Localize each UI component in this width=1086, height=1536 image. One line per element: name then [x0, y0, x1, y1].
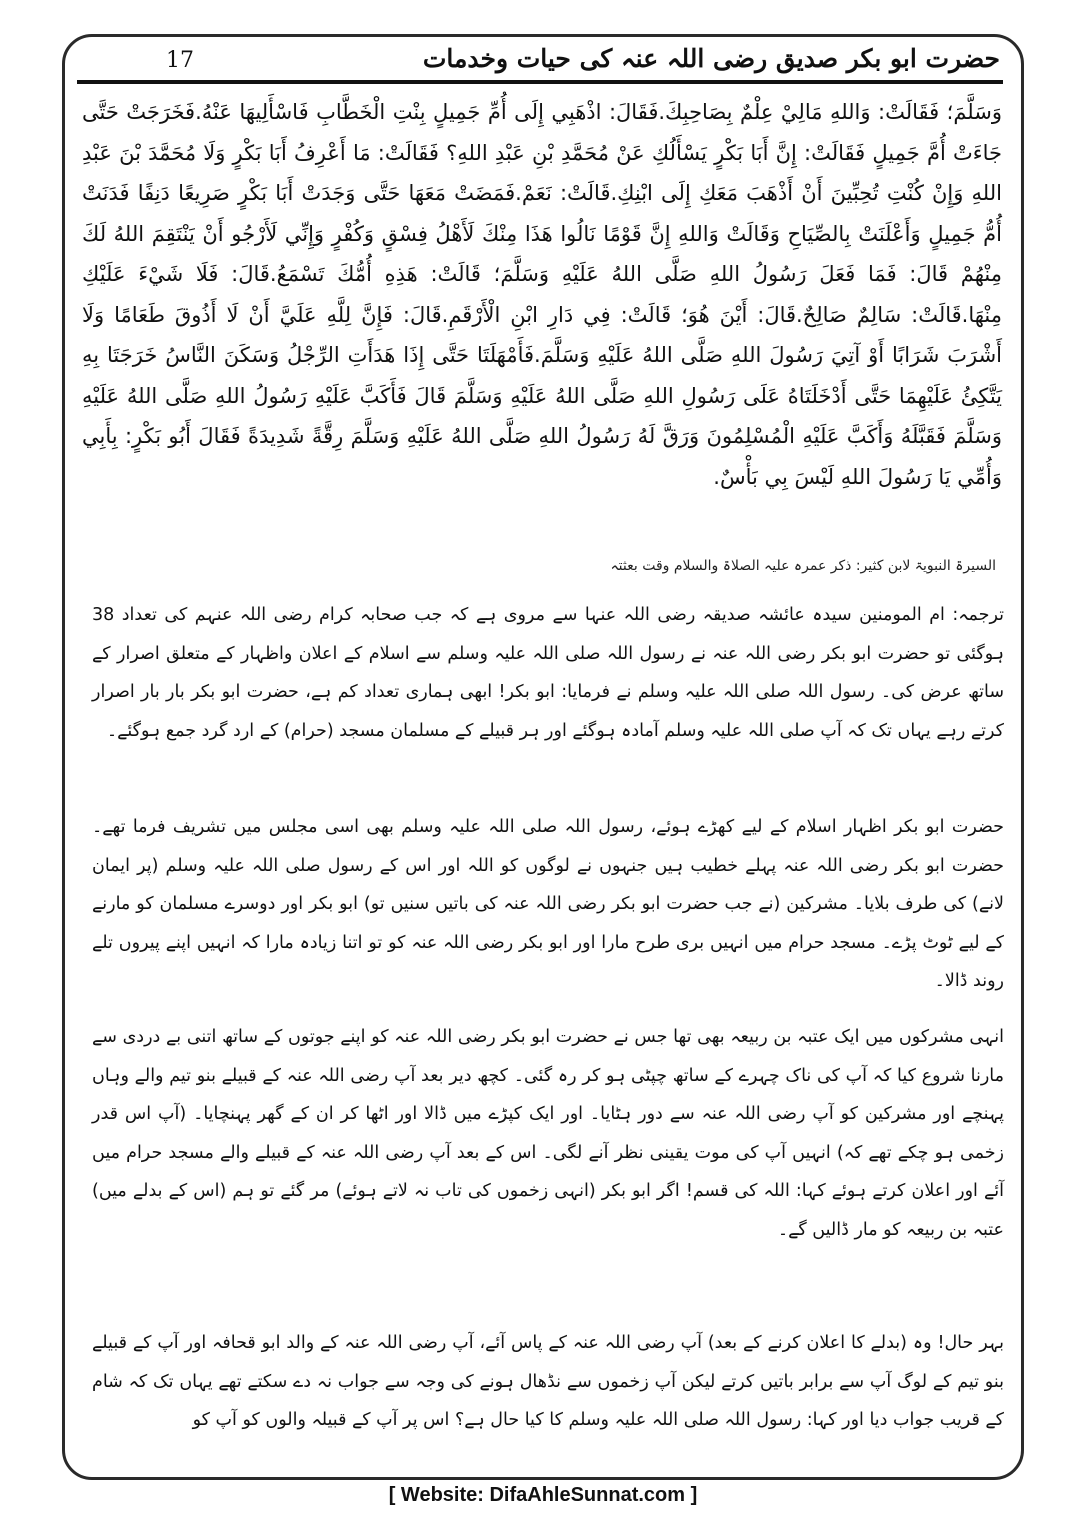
page-number: 17: [166, 48, 194, 73]
website-footer: [ Website: DifaAhleSunnat.com ]: [388, 1484, 698, 1506]
header-divider: [77, 80, 1003, 84]
source-citation: السیرۃ النبویۃ لابن کثیر: ذکر عمرہ علیہ الصلاۃ والسلام وقت بعثتہ: [610, 558, 996, 574]
translation-paragraph: ترجمہ: ام المومنین سیدہ عائشہ صدیقہ رضی اللہ عنہا سے مروی ہے کہ جب صحابہ کرام رضی اللہ عنہم کی تعداد 38 ہوگئی تو حضرت ابو بکر رضی اللہ عنہ نے رسول اللہ صلی اللہ علیہ وسلم سے اسلام کے اعلان واظہار کے متعلق اصرار کے ساتھ عرض کی۔ رسول اللہ صلی اللہ علیہ وسلم نے فرمایا: ابو بکر! ابھی ہماری تعداد کم ہے، حضرت ابو بکر بار بار اصرار کرتے رہے یہاں تک کہ آپ صلی اللہ علیہ وسلم آمادہ ہوگئے اور ہر قبیلے کے مسلمان مسجد (حرام) کے ارد گرد جمع ہوگئے۔: [92, 605, 1004, 741]
page-header: [130, 42, 1000, 82]
translation-paragraph: بہر حال! وہ (بدلے کا اعلان کرنے کے بعد) آپ رضی اللہ عنہ کے پاس آئے، آپ رضی اللہ عنہ کے والد ابو قحافہ اور آپ کے قبیلے بنو تیم کے لوگ آپ سے برابر باتیں کرتے لیکن آپ زخموں سے نڈھال ہونے کی وجہ سے جواب نہ دے سکتے تھے یہاں تک کہ شام کے قریب جواب دیا اور کہا: رسول اللہ صلی اللہ علیہ وسلم کا کیا حال ہے؟ اس پر آپ کے قبیلہ والوں کو آپ کو: [92, 1333, 1004, 1430]
arabic-hadith-text: وَسَلَّمَ؛ فَقَالَتْ: وَاللهِ مَالِيْ عِلْمٌ بِصَاحِبِكَ.فَقَالَ: اذْهَبِي إِلَى أُمِّ جَمِيلٍ بِنْتِ الْخَطَّابِ فَاسْأَلِيهَا عَنْهُ.فَخَرَجَتْ حَتَّى جَاءَتْ أُمَّ جَمِيلٍ فَقَالَتْ: إِنَّ أَبَا بَكْرٍ يَسْأَلُكِ عَنْ مُحَمَّدِ بْنِ عَبْدِ اللهِ؟ فَقَالَتْ: مَا أَعْرِفُ أَبَا بَكْرٍ وَلَا مُحَمَّدَ بْنَ عَبْدِ اللهِ وَإِنْ كُنْتِ تُحِبِّينَ أَنْ أَذْهَبَ مَعَكِ إِلَى ابْنِكِ.قَالَتْ: نَعَمْ.فَمَضَتْ مَعَهَا حَتَّى وَجَدَتْ أَبَا بَكْرٍ صَرِيعًا دَنِفًا فَدَنَتْ أُمُّ جَمِيلٍ وَأَعْلَنَتْ بِالصِّيَاحِ وَقَالَتْ وَاللهِ إِنَّ قَوْمًا نَالُوا هَذَا مِنْكَ لَأَهْلُ فِسْقٍ وَكُفْرٍ وَإِنِّي لَأَرْجُو أَنْ يَنْتَقِمَ اللهُ لَكَ مِنْهُمْ قَالَ: فَمَا فَعَلَ رَسُولُ اللهِ صَلَّى اللهُ عَلَيْهِ وَسَلَّمَ؛ قَالَتْ: هَذِهِ أُمُّكَ تَسْمَعُ.قَالَ: فَلَا شَيْءَ عَلَيْكِ مِنْهَا.قَالَتْ: سَالِمٌ صَالِحٌ.قَالَ: أَيْنَ هُوَ؛ قَالَتْ: فِي دَارِ ابْنِ الْأَرْقَمِ.قَالَ: فَإِنَّ لِلَّهِ عَلَيَّ أَنْ لَا أَذُوقَ طَعَامًا وَلَا أَشْرَبَ شَرَابًا أَوْ آتِيَ رَسُولَ اللهِ صَلَّى اللهُ عَلَيْهِ وَسَلَّمَ.فَأَمْهَلَتَا حَتَّى إِذَا هَدَأَتِ الرِّجْلُ وَسَكَنَ النَّاسُ خَرَجَتَا بِهِ يَتَّكِئُ عَلَيْهِمَا حَتَّى أَدْخَلَتَاهُ عَلَى رَسُولِ اللهِ صَلَّى اللهُ عَلَيْهِ وَسَلَّمَ قَالَ فَأَكَبَّ عَلَيْهِ رَسُولُ اللهِ صَلَّى اللهُ عَلَيْهِ وَسَلَّمَ فَقَبَّلَهُ وَأَكَبَّ عَلَيْهِ الْمُسْلِمُونَ وَرَقَّ لَهُ رَسُولُ اللهِ صَلَّى اللهُ عَلَيْهِ وَسَلَّمَ رِقَّةً شَدِيدَةً فَقَالَ أَبُو بَكْرٍ: بِأَبِي وَأُمِّي يَا رَسُولَ اللهِ لَيْسَ بِي بَأْسٌ.: [82, 100, 1002, 489]
running-title: حضرت ابو بکر صدیق رضی اللہ عنہ کی حیات وخدمات: [422, 44, 1000, 73]
translation-paragraph: انہی مشرکوں میں ایک عتبہ بن ربیعہ بھی تھا جس نے حضرت ابو بکر رضی اللہ عنہ کو اپنے جوتوں کے ساتھ اتنی بے دردی سے مارنا شروع کیا کہ آپ کی ناک چہرے کے ساتھ چپٹی ہو کر رہ گئی۔ کچھ دیر بعد آپ رضی اللہ عنہ کے قبیلے بنو تیم والے وہاں پہنچے اور مشرکین کو آپ رضی اللہ عنہ سے دور ہٹایا۔ اور ایک کپڑے میں ڈالا اور اٹھا کر ان کے گھر پہنچایا۔ (آپ اس قدر زخمی ہو چکے تھے کہ) انہیں آپ کی موت یقینی نظر آنے لگی۔ اس کے بعد آپ رضی اللہ عنہ کے قبیلے والے مسجد حرام میں آئے اور اعلان کرتے ہوئے کہا: اللہ کی قسم! اگر ابو بکر (انہی زخموں کی تاب نہ لاتے ہوئے) مر گئے تو ہم (اس کے بدلے میں) عتبہ بن ربیعہ کو مار ڈالیں گے۔: [92, 1027, 1004, 1240]
translation-paragraph: حضرت ابو بکر اظہار اسلام کے لیے کھڑے ہوئے، رسول اللہ صلی اللہ علیہ وسلم بھی اسی مجلس میں تشریف فرما تھے۔ حضرت ابو بکر رضی اللہ عنہ پہلے خطیب ہیں جنہوں نے لوگوں کو اللہ اور اس کے رسول صلی اللہ علیہ وسلم (پر ایمان لانے) کی طرف بلایا۔ مشرکین (نے جب حضرت ابو بکر رضی اللہ عنہ کی باتیں سنیں تو) ابو بکر اور دوسرے مسلمان کو مارنے کے لیے ٹوٹ پڑے۔ مسجد حرام میں انہیں بری طرح مارا اور ابو بکر رضی اللہ عنہ کو تو اتنا زیادہ مارا کہ انہیں اپنے پیروں تلے روند ڈالا۔: [92, 817, 1004, 991]
